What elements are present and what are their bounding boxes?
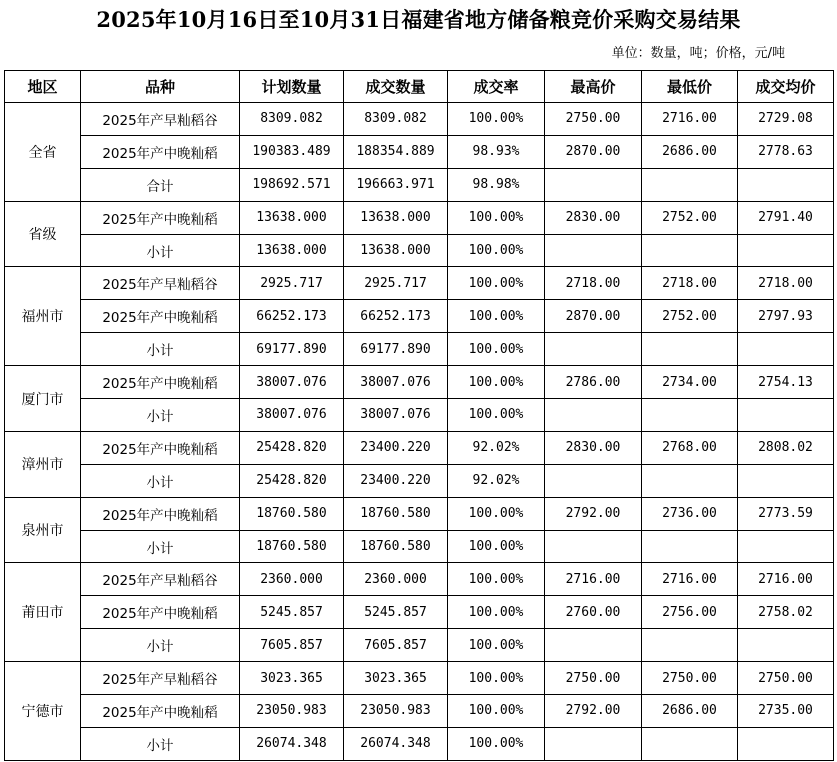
cell-variety: 2025年产中晚籼稻 bbox=[81, 300, 240, 333]
cell-max-price: 2870.00 bbox=[545, 135, 642, 168]
cell-max-price bbox=[545, 333, 642, 366]
header-min-price: 最低价 bbox=[642, 71, 738, 103]
header-avg-price: 成交均价 bbox=[738, 71, 834, 103]
cell-max-price bbox=[545, 629, 642, 662]
cell-variety: 2025年产中晚籼稻 bbox=[81, 497, 240, 530]
cell-deal-quantity: 196663.971 bbox=[344, 168, 448, 201]
table-row bbox=[5, 267, 834, 300]
table-row bbox=[5, 333, 834, 366]
cell-avg-price: 2797.93 bbox=[738, 300, 834, 333]
table-row bbox=[5, 201, 834, 234]
cell-deal-rate: 100.00% bbox=[448, 563, 545, 596]
cell-plan-quantity: 2360.000 bbox=[240, 563, 344, 596]
cell-variety: 合计 bbox=[81, 168, 240, 201]
cell-plan-quantity: 13638.000 bbox=[240, 201, 344, 234]
cell-variety: 小计 bbox=[81, 530, 240, 563]
cell-max-price bbox=[545, 727, 642, 760]
cell-avg-price bbox=[738, 464, 834, 497]
cell-variety: 2025年产中晚籼稻 bbox=[81, 596, 240, 629]
cell-avg-price: 2750.00 bbox=[738, 662, 834, 695]
table-row bbox=[5, 300, 834, 333]
cell-min-price: 2752.00 bbox=[642, 201, 738, 234]
cell-deal-rate: 100.00% bbox=[448, 234, 545, 267]
cell-avg-price: 2791.40 bbox=[738, 201, 834, 234]
cell-deal-quantity: 2360.000 bbox=[344, 563, 448, 596]
header-region: 地区 bbox=[5, 71, 81, 103]
cell-deal-rate: 100.00% bbox=[448, 662, 545, 695]
cell-min-price: 2716.00 bbox=[642, 103, 738, 136]
page-title: 2025年10月16日至10月31日福建省地方储备粮竞价采购交易结果 bbox=[96, 7, 741, 32]
cell-deal-rate: 100.00% bbox=[448, 366, 545, 399]
cell-deal-rate: 100.00% bbox=[448, 201, 545, 234]
cell-max-price bbox=[545, 168, 642, 201]
table-row bbox=[5, 662, 834, 695]
cell-avg-price bbox=[738, 727, 834, 760]
cell-deal-rate: 100.00% bbox=[448, 267, 545, 300]
cell-avg-price: 2773.59 bbox=[738, 497, 834, 530]
cell-min-price bbox=[642, 727, 738, 760]
cell-variety: 2025年产中晚籼稻 bbox=[81, 695, 240, 728]
cell-min-price bbox=[642, 464, 738, 497]
cell-min-price: 2736.00 bbox=[642, 497, 738, 530]
cell-deal-rate: 100.00% bbox=[448, 497, 545, 530]
cell-deal-rate: 100.00% bbox=[448, 596, 545, 629]
cell-deal-quantity: 38007.076 bbox=[344, 399, 448, 432]
cell-plan-quantity: 25428.820 bbox=[240, 464, 344, 497]
cell-avg-price: 2729.08 bbox=[738, 103, 834, 136]
cell-deal-quantity: 188354.889 bbox=[344, 135, 448, 168]
cell-avg-price bbox=[738, 234, 834, 267]
cell-region: 泉州市 bbox=[5, 497, 81, 563]
cell-max-price bbox=[545, 464, 642, 497]
results-table bbox=[4, 70, 834, 761]
table-row bbox=[5, 464, 834, 497]
cell-min-price: 2756.00 bbox=[642, 596, 738, 629]
cell-max-price: 2792.00 bbox=[545, 497, 642, 530]
cell-avg-price bbox=[738, 629, 834, 662]
cell-deal-quantity: 26074.348 bbox=[344, 727, 448, 760]
cell-plan-quantity: 18760.580 bbox=[240, 530, 344, 563]
table-row bbox=[5, 497, 834, 530]
cell-avg-price: 2754.13 bbox=[738, 366, 834, 399]
cell-min-price: 2718.00 bbox=[642, 267, 738, 300]
cell-max-price: 2760.00 bbox=[545, 596, 642, 629]
cell-avg-price bbox=[738, 399, 834, 432]
cell-deal-quantity: 38007.076 bbox=[344, 366, 448, 399]
cell-variety: 2025年产中晚籼稻 bbox=[81, 366, 240, 399]
cell-plan-quantity: 8309.082 bbox=[240, 103, 344, 136]
cell-avg-price: 2808.02 bbox=[738, 431, 834, 464]
cell-variety: 2025年产早籼稻谷 bbox=[81, 103, 240, 136]
cell-plan-quantity: 198692.571 bbox=[240, 168, 344, 201]
cell-plan-quantity: 38007.076 bbox=[240, 399, 344, 432]
cell-region: 省级 bbox=[5, 201, 81, 267]
cell-max-price: 2870.00 bbox=[545, 300, 642, 333]
cell-max-price bbox=[545, 234, 642, 267]
cell-max-price: 2750.00 bbox=[545, 103, 642, 136]
cell-variety: 2025年产中晚籼稻 bbox=[81, 201, 240, 234]
cell-deal-rate: 100.00% bbox=[448, 695, 545, 728]
cell-min-price: 2734.00 bbox=[642, 366, 738, 399]
cell-deal-rate: 98.93% bbox=[448, 135, 545, 168]
table-body bbox=[5, 103, 834, 761]
cell-region: 漳州市 bbox=[5, 431, 81, 497]
cell-avg-price: 2735.00 bbox=[738, 695, 834, 728]
cell-deal-rate: 98.98% bbox=[448, 168, 545, 201]
cell-region: 莆田市 bbox=[5, 563, 81, 662]
cell-max-price: 2750.00 bbox=[545, 662, 642, 695]
cell-plan-quantity: 26074.348 bbox=[240, 727, 344, 760]
cell-deal-quantity: 66252.173 bbox=[344, 300, 448, 333]
cell-plan-quantity: 25428.820 bbox=[240, 431, 344, 464]
cell-avg-price: 2778.63 bbox=[738, 135, 834, 168]
cell-variety: 2025年产早籼稻谷 bbox=[81, 563, 240, 596]
cell-variety: 2025年产中晚籼稻 bbox=[81, 135, 240, 168]
cell-variety: 小计 bbox=[81, 234, 240, 267]
cell-variety: 小计 bbox=[81, 727, 240, 760]
cell-max-price: 2716.00 bbox=[545, 563, 642, 596]
cell-max-price: 2786.00 bbox=[545, 366, 642, 399]
cell-min-price bbox=[642, 333, 738, 366]
header-plan-quantity: 计划数量 bbox=[240, 71, 344, 103]
cell-variety: 小计 bbox=[81, 464, 240, 497]
cell-deal-quantity: 2925.717 bbox=[344, 267, 448, 300]
cell-max-price bbox=[545, 399, 642, 432]
table-row bbox=[5, 727, 834, 760]
cell-avg-price: 2716.00 bbox=[738, 563, 834, 596]
cell-min-price bbox=[642, 399, 738, 432]
table-header-row bbox=[5, 71, 834, 103]
table-row bbox=[5, 168, 834, 201]
cell-deal-quantity: 18760.580 bbox=[344, 530, 448, 563]
cell-max-price: 2830.00 bbox=[545, 201, 642, 234]
cell-min-price: 2686.00 bbox=[642, 135, 738, 168]
cell-deal-rate: 100.00% bbox=[448, 399, 545, 432]
cell-variety: 2025年产中晚籼稻 bbox=[81, 431, 240, 464]
cell-max-price bbox=[545, 530, 642, 563]
cell-variety: 小计 bbox=[81, 399, 240, 432]
cell-deal-rate: 92.02% bbox=[448, 431, 545, 464]
cell-plan-quantity: 18760.580 bbox=[240, 497, 344, 530]
cell-deal-rate: 100.00% bbox=[448, 629, 545, 662]
cell-plan-quantity: 66252.173 bbox=[240, 300, 344, 333]
cell-avg-price: 2718.00 bbox=[738, 267, 834, 300]
cell-deal-rate: 100.00% bbox=[448, 300, 545, 333]
cell-plan-quantity: 23050.983 bbox=[240, 695, 344, 728]
cell-variety: 小计 bbox=[81, 629, 240, 662]
cell-plan-quantity: 5245.857 bbox=[240, 596, 344, 629]
table-row bbox=[5, 563, 834, 596]
cell-avg-price bbox=[738, 168, 834, 201]
cell-region: 厦门市 bbox=[5, 366, 81, 432]
cell-avg-price: 2758.02 bbox=[738, 596, 834, 629]
table-row bbox=[5, 366, 834, 399]
cell-region: 福州市 bbox=[5, 267, 81, 366]
table-row bbox=[5, 695, 834, 728]
cell-plan-quantity: 2925.717 bbox=[240, 267, 344, 300]
cell-variety: 2025年产早籼稻谷 bbox=[81, 662, 240, 695]
cell-min-price: 2768.00 bbox=[642, 431, 738, 464]
cell-avg-price bbox=[738, 530, 834, 563]
cell-max-price: 2718.00 bbox=[545, 267, 642, 300]
table-row bbox=[5, 629, 834, 662]
cell-min-price bbox=[642, 234, 738, 267]
cell-deal-quantity: 18760.580 bbox=[344, 497, 448, 530]
cell-plan-quantity: 190383.489 bbox=[240, 135, 344, 168]
header-deal-rate: 成交率 bbox=[448, 71, 545, 103]
table-row bbox=[5, 399, 834, 432]
cell-deal-rate: 100.00% bbox=[448, 727, 545, 760]
header-max-price: 最高价 bbox=[545, 71, 642, 103]
table-row bbox=[5, 135, 834, 168]
cell-deal-quantity: 13638.000 bbox=[344, 201, 448, 234]
table-row bbox=[5, 530, 834, 563]
cell-deal-quantity: 8309.082 bbox=[344, 103, 448, 136]
cell-deal-quantity: 7605.857 bbox=[344, 629, 448, 662]
cell-deal-rate: 100.00% bbox=[448, 103, 545, 136]
cell-deal-quantity: 5245.857 bbox=[344, 596, 448, 629]
cell-plan-quantity: 69177.890 bbox=[240, 333, 344, 366]
cell-plan-quantity: 3023.365 bbox=[240, 662, 344, 695]
cell-variety: 2025年产早籼稻谷 bbox=[81, 267, 240, 300]
cell-min-price bbox=[642, 629, 738, 662]
table-row bbox=[5, 103, 834, 136]
cell-min-price: 2716.00 bbox=[642, 563, 738, 596]
cell-region: 宁德市 bbox=[5, 662, 81, 761]
cell-deal-quantity: 69177.890 bbox=[344, 333, 448, 366]
cell-region: 全省 bbox=[5, 103, 81, 202]
cell-min-price: 2752.00 bbox=[642, 300, 738, 333]
cell-max-price: 2830.00 bbox=[545, 431, 642, 464]
cell-min-price: 2686.00 bbox=[642, 695, 738, 728]
cell-deal-quantity: 23400.220 bbox=[344, 464, 448, 497]
unit-note: 单位：数量，吨；价格，元/吨 bbox=[611, 46, 785, 61]
table-row bbox=[5, 431, 834, 464]
cell-plan-quantity: 13638.000 bbox=[240, 234, 344, 267]
cell-deal-quantity: 23050.983 bbox=[344, 695, 448, 728]
header-variety: 品种 bbox=[81, 71, 240, 103]
cell-max-price: 2792.00 bbox=[545, 695, 642, 728]
cell-deal-quantity: 13638.000 bbox=[344, 234, 448, 267]
cell-plan-quantity: 38007.076 bbox=[240, 366, 344, 399]
cell-min-price bbox=[642, 530, 738, 563]
cell-avg-price bbox=[738, 333, 834, 366]
cell-deal-rate: 92.02% bbox=[448, 464, 545, 497]
table-row bbox=[5, 596, 834, 629]
cell-min-price: 2750.00 bbox=[642, 662, 738, 695]
cell-variety: 小计 bbox=[81, 333, 240, 366]
cell-deal-quantity: 3023.365 bbox=[344, 662, 448, 695]
header-deal-quantity: 成交数量 bbox=[344, 71, 448, 103]
cell-plan-quantity: 7605.857 bbox=[240, 629, 344, 662]
cell-min-price bbox=[642, 168, 738, 201]
cell-deal-rate: 100.00% bbox=[448, 530, 545, 563]
cell-deal-quantity: 23400.220 bbox=[344, 431, 448, 464]
cell-deal-rate: 100.00% bbox=[448, 333, 545, 366]
table-row bbox=[5, 234, 834, 267]
